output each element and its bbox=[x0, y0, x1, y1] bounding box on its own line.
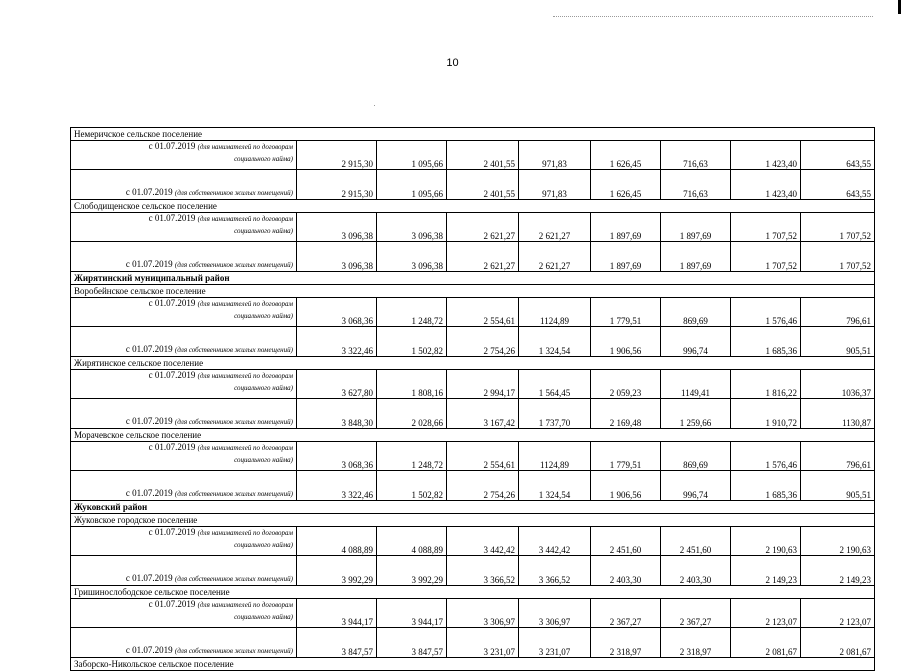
tenants-note-1: (для нанимателей по договорам bbox=[197, 372, 293, 380]
tariff-value-cell: 3 322,46 bbox=[297, 327, 377, 357]
tariff-value-cell: 3 848,30 bbox=[297, 399, 377, 429]
settlement-name: Слободищенское сельское поселение bbox=[71, 200, 875, 213]
settlement-name: Гришинослободское сельское поселение bbox=[71, 586, 875, 599]
settlement-header-row bbox=[71, 514, 875, 527]
tariff-value-cell: 2 123,07 bbox=[801, 599, 875, 628]
tariff-value-cell: 4 088,89 bbox=[297, 527, 377, 556]
tariff-value-cell: 3 096,38 bbox=[377, 213, 447, 242]
tariff-value-cell: 1 808,16 bbox=[377, 370, 447, 399]
tariff-value-cell: 2 318,97 bbox=[591, 628, 661, 658]
tariff-value-cell: 2 149,23 bbox=[731, 556, 801, 586]
tenants-note-2: социального найма) bbox=[234, 613, 293, 621]
tariff-value-cell: 2 081,67 bbox=[731, 628, 801, 658]
tariff-value-cell: 796,61 bbox=[801, 442, 875, 471]
owners-row-label bbox=[71, 399, 297, 429]
tenants-note-1: (для нанимателей по договорам bbox=[197, 444, 293, 452]
tenants-row-label bbox=[71, 442, 297, 471]
effective-date: с 01.07.2019 bbox=[148, 527, 196, 537]
tariff-value-cell: 1 626,45 bbox=[591, 141, 661, 170]
tariff-value-cell: 2 401,55 bbox=[447, 141, 519, 170]
tariff-value-cell: 3 068,36 bbox=[297, 442, 377, 471]
tariff-value-cell: 1 095,66 bbox=[377, 141, 447, 170]
district-header-row bbox=[71, 501, 875, 514]
tenants-row-label bbox=[71, 141, 297, 170]
tariff-value-cell: 2 621,27 bbox=[447, 242, 519, 272]
tariff-value-cell: 1 576,46 bbox=[731, 298, 801, 327]
settlement-name: Воробейнское сельское поселение bbox=[71, 285, 875, 298]
page-number: 10 bbox=[446, 57, 459, 69]
tariff-value-cell: 3 847,57 bbox=[377, 628, 447, 658]
tenants-note-2: социального найма) bbox=[234, 456, 293, 464]
effective-date: с 01.07.2019 bbox=[125, 344, 173, 354]
tariff-table-body bbox=[71, 128, 875, 671]
tariff-value-cell: 3 096,38 bbox=[297, 242, 377, 272]
tariff-value-cell: 3 366,52 bbox=[519, 556, 591, 586]
tariff-value-cell: 2 367,27 bbox=[591, 599, 661, 628]
tariff-value-cell: 2 621,27 bbox=[519, 213, 591, 242]
tariff-value-cell: 2 403,30 bbox=[591, 556, 661, 586]
tenants-note-1: (для нанимателей по договорам bbox=[197, 300, 293, 308]
tariff-value-cell: 1 707,52 bbox=[731, 242, 801, 272]
settlement-name: Морачевское сельское поселение bbox=[71, 429, 875, 442]
tariff-value-cell: 1 576,46 bbox=[731, 442, 801, 471]
tariff-value-cell: 1 423,40 bbox=[731, 141, 801, 170]
tariff-value-cell: 1 910,72 bbox=[731, 399, 801, 429]
tenants-note-2: социального найма) bbox=[234, 227, 293, 235]
owners-tariff-row bbox=[71, 628, 875, 658]
tenants-note-1: (для нанимателей по договорам bbox=[197, 529, 293, 537]
settlement-header-row bbox=[71, 586, 875, 599]
tariff-value-cell: 3 096,38 bbox=[377, 242, 447, 272]
tenants-label-line1 bbox=[74, 527, 293, 538]
settlement-header-row bbox=[71, 357, 875, 370]
effective-date: с 01.07.2019 bbox=[125, 573, 173, 583]
owners-tariff-row bbox=[71, 399, 875, 429]
tariff-value-cell: 2 554,61 bbox=[447, 442, 519, 471]
tenants-label-line1 bbox=[74, 599, 293, 610]
owners-tariff-row bbox=[71, 242, 875, 272]
owners-row-label bbox=[71, 471, 297, 501]
tariff-value-cell: 2 621,27 bbox=[447, 213, 519, 242]
effective-date: с 01.07.2019 bbox=[148, 213, 196, 223]
tariff-value-cell: 1 248,72 bbox=[377, 298, 447, 327]
tariff-value-cell: 869,69 bbox=[661, 442, 731, 471]
owners-tariff-row bbox=[71, 471, 875, 501]
tariff-value-cell: 796,61 bbox=[801, 298, 875, 327]
settlement-name: Заборско-Никольское сельское поселение bbox=[71, 658, 875, 671]
tariff-value-cell: 1 423,40 bbox=[731, 170, 801, 200]
tariff-value-cell: 2 081,67 bbox=[801, 628, 875, 658]
effective-date: с 01.07.2019 bbox=[125, 645, 173, 655]
scan-corner-mark bbox=[898, 0, 901, 14]
district-name: Жуковский район bbox=[71, 501, 875, 514]
tariff-value-cell: 2 915,30 bbox=[297, 141, 377, 170]
tariff-value-cell: 1 324,54 bbox=[519, 471, 591, 501]
scan-noise-line bbox=[553, 16, 873, 18]
tariff-value-cell: 1 502,82 bbox=[377, 471, 447, 501]
tariff-value-cell: 2 994,17 bbox=[447, 370, 519, 399]
effective-date: с 01.07.2019 bbox=[148, 298, 196, 308]
district-name: Жирятинский муниципальный район bbox=[71, 272, 875, 285]
effective-date: с 01.07.2019 bbox=[148, 599, 196, 609]
tariff-value-cell: 1 816,22 bbox=[731, 370, 801, 399]
tariff-value-cell: 643,55 bbox=[801, 170, 875, 200]
settlement-name: Жуковское городское поселение bbox=[71, 514, 875, 527]
tariff-value-cell: 971,83 bbox=[519, 170, 591, 200]
tariff-value-cell: 905,51 bbox=[801, 327, 875, 357]
effective-date: с 01.07.2019 bbox=[125, 259, 173, 269]
tariff-value-cell: 1149,41 bbox=[661, 370, 731, 399]
tariff-value-cell: 996,74 bbox=[661, 327, 731, 357]
tenants-label-line1 bbox=[74, 442, 293, 453]
tariff-value-cell: 1124,89 bbox=[519, 298, 591, 327]
tariff-value-cell: 1 779,51 bbox=[591, 442, 661, 471]
tariff-value-cell: 2 169,48 bbox=[591, 399, 661, 429]
owners-row-label bbox=[71, 327, 297, 357]
tariff-value-cell: 3 231,07 bbox=[447, 628, 519, 658]
tenants-tariff-row bbox=[71, 370, 875, 399]
tenants-note-2: социального найма) bbox=[234, 384, 293, 392]
tariff-value-cell: 1 707,52 bbox=[801, 213, 875, 242]
owners-tariff-row bbox=[71, 327, 875, 357]
settlement-name: Жирятинское сельское поселение bbox=[71, 357, 875, 370]
tariff-value-cell: 1 626,45 bbox=[591, 170, 661, 200]
settlement-header-row bbox=[71, 429, 875, 442]
tariff-value-cell: 2 059,23 bbox=[591, 370, 661, 399]
tariff-value-cell: 3 306,97 bbox=[519, 599, 591, 628]
tariff-value-cell: 2 451,60 bbox=[661, 527, 731, 556]
tenants-note-1: (для нанимателей по договорам bbox=[197, 143, 293, 151]
tariff-value-cell: 2 401,55 bbox=[447, 170, 519, 200]
owners-row-label bbox=[71, 628, 297, 658]
tariff-value-cell: 2 190,63 bbox=[731, 527, 801, 556]
tariff-value-cell: 2 621,27 bbox=[519, 242, 591, 272]
tariff-value-cell: 3 306,97 bbox=[447, 599, 519, 628]
tariff-value-cell: 2 318,97 bbox=[661, 628, 731, 658]
owners-row-label bbox=[71, 556, 297, 586]
tariff-value-cell: 869,69 bbox=[661, 298, 731, 327]
tenants-note-2: социального найма) bbox=[234, 312, 293, 320]
tariff-value-cell: 1130,87 bbox=[801, 399, 875, 429]
tenants-tariff-row bbox=[71, 213, 875, 242]
tenants-row-label bbox=[71, 599, 297, 628]
tariff-value-cell: 3 068,36 bbox=[297, 298, 377, 327]
settlement-header-row bbox=[71, 285, 875, 298]
effective-date: с 01.07.2019 bbox=[148, 370, 196, 380]
effective-date: с 01.07.2019 bbox=[148, 442, 196, 452]
tariff-value-cell: 1 779,51 bbox=[591, 298, 661, 327]
tenants-row-label bbox=[71, 370, 297, 399]
tariff-value-cell: 3 231,07 bbox=[519, 628, 591, 658]
scan-noise-dot bbox=[374, 105, 375, 106]
tariff-value-cell: 1124,89 bbox=[519, 442, 591, 471]
tariff-value-cell: 4 088,89 bbox=[377, 527, 447, 556]
tariff-value-cell: 2 149,23 bbox=[801, 556, 875, 586]
effective-date: с 01.07.2019 bbox=[125, 187, 173, 197]
effective-date: с 01.07.2019 bbox=[125, 416, 173, 426]
tariff-value-cell: 971,83 bbox=[519, 141, 591, 170]
tariff-table bbox=[70, 127, 875, 671]
settlement-header-row bbox=[71, 658, 875, 671]
tariff-value-cell: 3 627,80 bbox=[297, 370, 377, 399]
tariff-value-cell: 1 897,69 bbox=[661, 242, 731, 272]
tariff-value-cell: 3 442,42 bbox=[447, 527, 519, 556]
tariff-value-cell: 1 906,56 bbox=[591, 327, 661, 357]
owners-note: (для собственников жилых помещений) bbox=[174, 261, 293, 269]
effective-date: с 01.07.2019 bbox=[148, 141, 196, 151]
owners-tariff-row bbox=[71, 556, 875, 586]
owners-note: (для собственников жилых помещений) bbox=[174, 346, 293, 354]
district-header-row bbox=[71, 272, 875, 285]
tenants-row-label bbox=[71, 213, 297, 242]
owners-note: (для собственников жилых помещений) bbox=[174, 189, 293, 197]
tariff-value-cell: 1 095,66 bbox=[377, 170, 447, 200]
tariff-value-cell: 3 096,38 bbox=[297, 213, 377, 242]
tenants-tariff-row bbox=[71, 442, 875, 471]
tariff-value-cell: 1036,37 bbox=[801, 370, 875, 399]
tenants-tariff-row bbox=[71, 141, 875, 170]
tariff-value-cell: 716,63 bbox=[661, 141, 731, 170]
owners-note: (для собственников жилых помещений) bbox=[174, 647, 293, 655]
tariff-value-cell: 1 897,69 bbox=[591, 242, 661, 272]
tenants-note-1: (для нанимателей по договорам bbox=[197, 601, 293, 609]
tariff-value-cell: 1 324,54 bbox=[519, 327, 591, 357]
tariff-value-cell: 3 366,52 bbox=[447, 556, 519, 586]
tariff-value-cell: 3 167,42 bbox=[447, 399, 519, 429]
effective-date: с 01.07.2019 bbox=[125, 488, 173, 498]
tariff-value-cell: 1 707,52 bbox=[731, 213, 801, 242]
tariff-value-cell: 2 451,60 bbox=[591, 527, 661, 556]
tariff-value-cell: 2 915,30 bbox=[297, 170, 377, 200]
settlement-header-row bbox=[71, 128, 875, 141]
tariff-value-cell: 2 754,26 bbox=[447, 471, 519, 501]
owners-note: (для собственников жилых помещений) bbox=[174, 575, 293, 583]
tariff-value-cell: 1 906,56 bbox=[591, 471, 661, 501]
tariff-value-cell: 1 685,36 bbox=[731, 471, 801, 501]
tariff-value-cell: 1 897,69 bbox=[661, 213, 731, 242]
tariff-value-cell: 1 737,70 bbox=[519, 399, 591, 429]
tenants-tariff-row bbox=[71, 527, 875, 556]
tariff-value-cell: 1 259,66 bbox=[661, 399, 731, 429]
owners-note: (для собственников жилых помещений) bbox=[174, 418, 293, 426]
tenants-tariff-row bbox=[71, 599, 875, 628]
tariff-value-cell: 2 028,66 bbox=[377, 399, 447, 429]
tenants-note-2: социального найма) bbox=[234, 155, 293, 163]
tariff-value-cell: 1 502,82 bbox=[377, 327, 447, 357]
tariff-value-cell: 1 248,72 bbox=[377, 442, 447, 471]
tariff-value-cell: 3 442,42 bbox=[519, 527, 591, 556]
tariff-value-cell: 905,51 bbox=[801, 471, 875, 501]
tariff-value-cell: 3 944,17 bbox=[377, 599, 447, 628]
tariff-value-cell: 3 847,57 bbox=[297, 628, 377, 658]
tariff-value-cell: 1 564,45 bbox=[519, 370, 591, 399]
tenants-label-line1 bbox=[74, 213, 293, 224]
tenants-row-label bbox=[71, 527, 297, 556]
tenants-label-line1 bbox=[74, 370, 293, 381]
tenants-row-label bbox=[71, 298, 297, 327]
tariff-value-cell: 1 685,36 bbox=[731, 327, 801, 357]
tariff-value-cell: 2 554,61 bbox=[447, 298, 519, 327]
tenants-note-1: (для нанимателей по договорам bbox=[197, 215, 293, 223]
owners-note: (для собственников жилых помещений) bbox=[174, 490, 293, 498]
tariff-value-cell: 2 367,27 bbox=[661, 599, 731, 628]
owners-row-label bbox=[71, 242, 297, 272]
tariff-value-cell: 3 944,17 bbox=[297, 599, 377, 628]
tariff-value-cell: 2 754,26 bbox=[447, 327, 519, 357]
tariff-value-cell: 2 190,63 bbox=[801, 527, 875, 556]
settlement-header-row bbox=[71, 200, 875, 213]
tariff-value-cell: 996,74 bbox=[661, 471, 731, 501]
owners-tariff-row bbox=[71, 170, 875, 200]
tariff-value-cell: 1 897,69 bbox=[591, 213, 661, 242]
tariff-value-cell: 3 992,29 bbox=[297, 556, 377, 586]
tariff-value-cell: 2 123,07 bbox=[731, 599, 801, 628]
tariff-value-cell: 1 707,52 bbox=[801, 242, 875, 272]
tariff-value-cell: 2 403,30 bbox=[661, 556, 731, 586]
tariff-value-cell: 716,63 bbox=[661, 170, 731, 200]
settlement-name: Немеричское сельское поселение bbox=[71, 128, 875, 141]
owners-row-label bbox=[71, 170, 297, 200]
tariff-value-cell: 3 322,46 bbox=[297, 471, 377, 501]
tariff-value-cell: 643,55 bbox=[801, 141, 875, 170]
tariff-value-cell: 3 992,29 bbox=[377, 556, 447, 586]
tenants-note-2: социального найма) bbox=[234, 541, 293, 549]
tenants-label-line1 bbox=[74, 141, 293, 152]
tenants-tariff-row bbox=[71, 298, 875, 327]
tenants-label-line1 bbox=[74, 298, 293, 309]
